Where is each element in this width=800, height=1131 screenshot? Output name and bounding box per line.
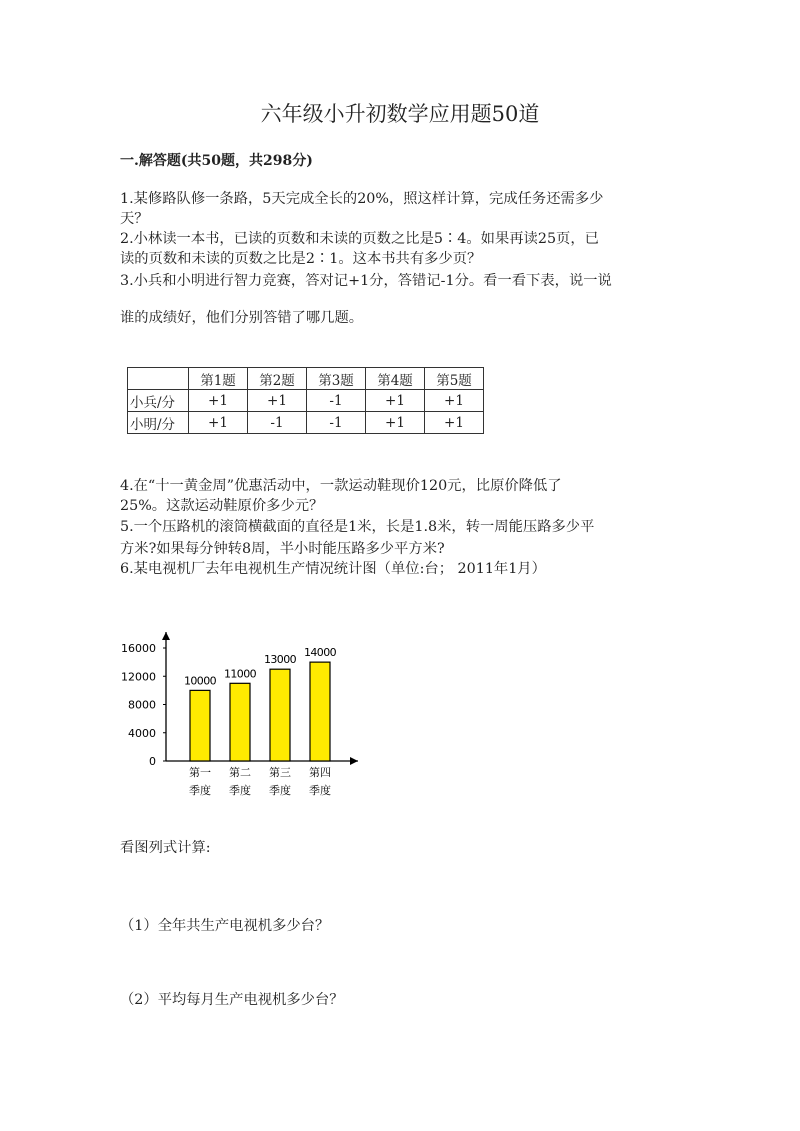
y-tick-label: 12000 bbox=[121, 670, 156, 684]
problem-3-line-2: 谁的成绩好，他们分别答错了哪几题。 bbox=[120, 310, 364, 326]
y-tick-label: 16000 bbox=[121, 642, 156, 655]
y-axis-arrow bbox=[162, 632, 170, 640]
table-cell: -1 bbox=[307, 412, 366, 434]
table-cell: -1 bbox=[307, 390, 366, 412]
category-label: 季度 bbox=[269, 784, 291, 797]
bar bbox=[310, 662, 330, 761]
page-title: 六年级小升初数学应用题50道 bbox=[260, 102, 540, 126]
category-label: 第二 bbox=[229, 766, 251, 779]
problem-4-line-1: 4.在“十一黄金周”优惠活动中，一款运动鞋现价120元，比原价降低了 bbox=[120, 478, 562, 494]
problem-1-line-2: 天？ bbox=[120, 211, 149, 227]
table-header-cell: 第4题 bbox=[366, 368, 425, 390]
table-cell: +1 bbox=[425, 412, 484, 434]
problem-3-line-1: 3.小兵和小明进行智力竞赛，答对记+1分，答错记-1分。看一看下表，说一说 bbox=[120, 273, 612, 289]
table-row bbox=[128, 412, 484, 434]
row-label: 小明/分 bbox=[128, 412, 189, 434]
production-bar-chart bbox=[114, 620, 374, 810]
bar-data-label: 11000 bbox=[224, 667, 256, 681]
table-cell: -1 bbox=[248, 412, 307, 434]
y-tick-label: 4000 bbox=[128, 726, 156, 740]
table-cell: +1 bbox=[366, 412, 425, 434]
table-header-cell: 第3题 bbox=[307, 368, 366, 390]
problem-2-line-2: 读的页数和未读的页数之比是2∶1。这本书共有多少页？ bbox=[120, 251, 482, 267]
table-header-cell: 第5题 bbox=[425, 368, 484, 390]
problem-5-line-2: 方米?如果每分钟转8周，半小时能压路多少平方米? bbox=[120, 541, 445, 557]
category-label: 季度 bbox=[309, 784, 331, 797]
problem-6-question-2: （2）平均每月生产电视机多少台？ bbox=[120, 992, 344, 1008]
section-heading: 一.解答题(共50题，共298分) bbox=[120, 153, 313, 169]
category-label: 季度 bbox=[229, 784, 251, 797]
problem-5-line-1: 5.一个压路机的滚筒横截面的直径是1米，长是1.8米，转一周能压路多少平 bbox=[120, 519, 595, 535]
category-label: 季度 bbox=[189, 784, 211, 797]
table-row bbox=[128, 390, 484, 412]
category-label: 第一 bbox=[189, 766, 211, 779]
category-label: 第三 bbox=[269, 766, 291, 779]
problem-4-line-2: 25%。这款运动鞋原价多少元？ bbox=[120, 498, 324, 514]
bar-data-label: 14000 bbox=[304, 646, 336, 660]
problem-6-prompt: 看图列式计算: bbox=[120, 840, 211, 856]
table-cell: +1 bbox=[189, 390, 248, 412]
bar bbox=[230, 683, 250, 761]
bar bbox=[270, 669, 290, 761]
table-cell: +1 bbox=[366, 390, 425, 412]
problem-1-line-1: 1.某修路队修一条路，5天完成全长的20%，照这样计算，完成任务还需多少 bbox=[120, 191, 604, 207]
problem-2-line-1: 2.小林读一本书，已读的页数和未读的页数之比是5∶4。如果再读25页，已 bbox=[120, 231, 599, 247]
y-tick-label: 8000 bbox=[128, 698, 156, 712]
table-header-row bbox=[128, 368, 484, 390]
category-label: 第四 bbox=[309, 766, 331, 779]
x-axis-arrow bbox=[350, 757, 358, 765]
y-tick-label: 0 bbox=[149, 755, 156, 768]
table-cell: +1 bbox=[248, 390, 307, 412]
problem-6-line-1: 6.某电视机厂去年电视机生产情况统计图（单位:台； 2011年1月） bbox=[120, 561, 546, 577]
bar-data-label: 10000 bbox=[184, 674, 216, 688]
table-cell: +1 bbox=[189, 412, 248, 434]
table-header-cell: 第1题 bbox=[189, 368, 248, 390]
problem-6-question-1: （1）全年共生产电视机多少台？ bbox=[120, 918, 330, 934]
row-label: 小兵/分 bbox=[128, 390, 189, 412]
score-table bbox=[127, 367, 484, 434]
bar bbox=[190, 690, 210, 761]
table-corner-cell bbox=[128, 368, 189, 390]
bar-data-label: 13000 bbox=[264, 653, 296, 667]
table-header-cell: 第2题 bbox=[248, 368, 307, 390]
table-cell: +1 bbox=[425, 390, 484, 412]
